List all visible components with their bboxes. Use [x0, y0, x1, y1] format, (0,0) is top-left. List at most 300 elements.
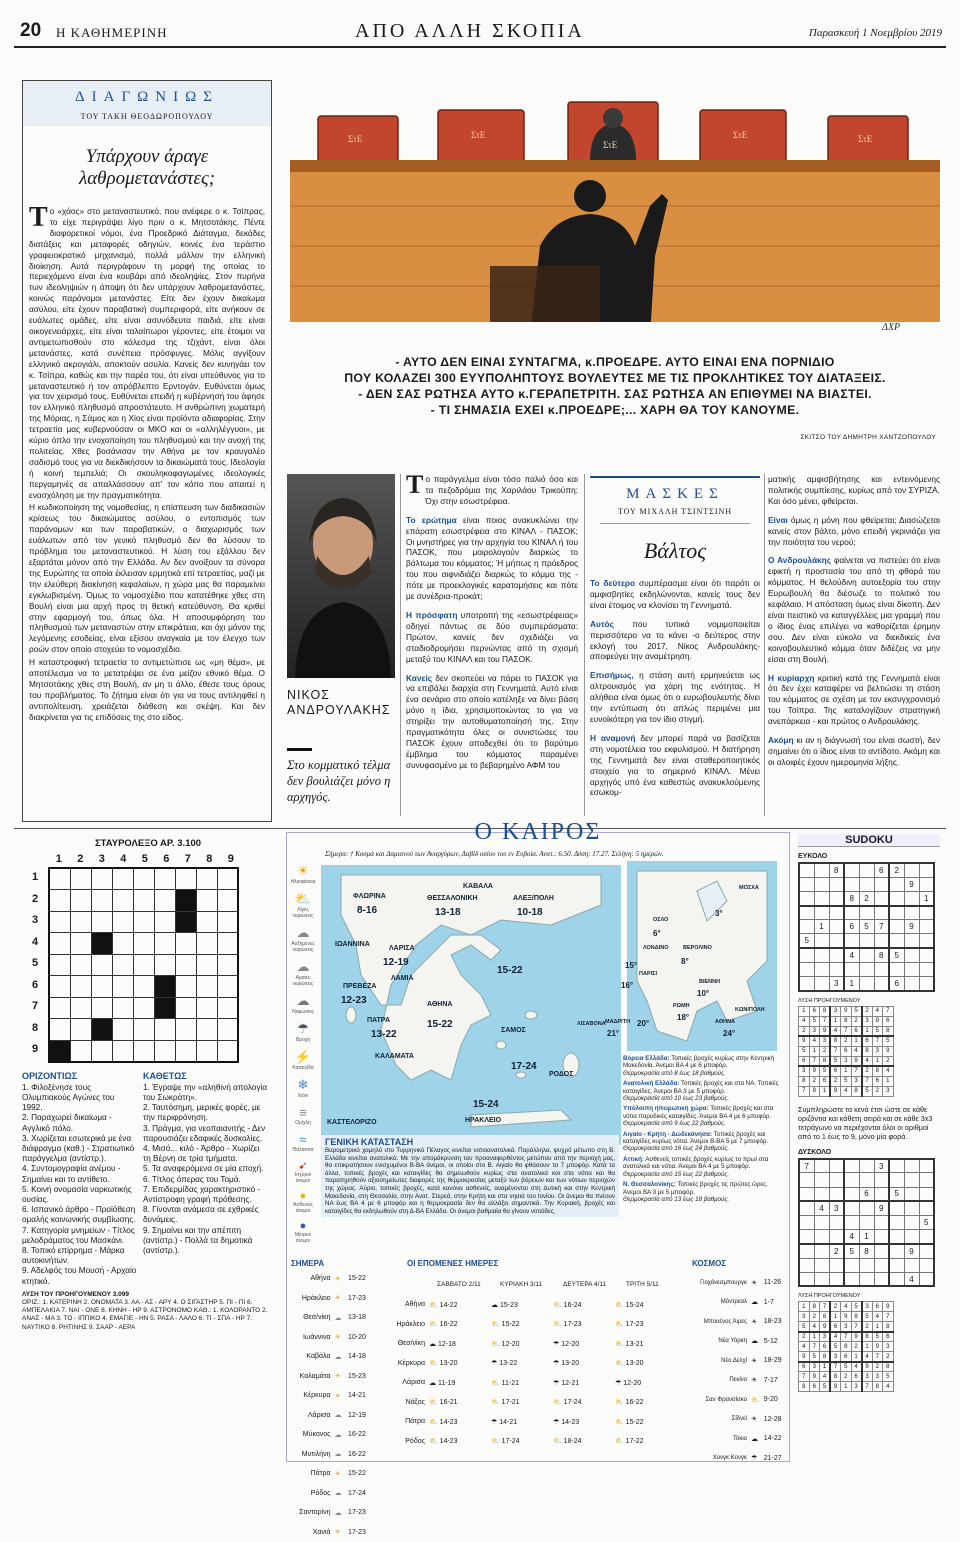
sudoku-cell[interactable] [814, 1244, 829, 1258]
solution-cell: 8 [851, 1086, 862, 1096]
sudoku-easy-grid[interactable] [798, 862, 935, 992]
sudoku-cell[interactable]: 5 [889, 948, 904, 962]
sudoku-cell[interactable] [919, 977, 934, 991]
sudoku-cell[interactable] [799, 891, 814, 905]
sudoku-cell[interactable]: 1 [814, 920, 829, 934]
crossword-cell[interactable] [70, 1019, 91, 1041]
solution-cell: 3 [830, 1006, 841, 1016]
crossword-cell[interactable] [175, 954, 196, 976]
solution-cell: 3 [862, 1302, 873, 1312]
crossword-cell[interactable] [196, 976, 217, 998]
solution-cell: 2 [841, 1372, 852, 1382]
crossword-cell[interactable] [112, 911, 133, 933]
sudoku-cell[interactable] [904, 934, 919, 948]
solution-cell: 7 [830, 1046, 841, 1056]
sudoku-cell[interactable] [919, 877, 934, 891]
sudoku-cell[interactable]: 8 [844, 891, 859, 905]
sudoku-cell[interactable] [799, 1272, 814, 1286]
sudoku-cell[interactable] [919, 1258, 934, 1272]
sudoku-cell[interactable] [919, 920, 934, 934]
sudoku-cell[interactable] [889, 1173, 904, 1187]
sudoku-cell[interactable] [799, 1187, 814, 1201]
sudoku-cell[interactable] [874, 934, 889, 948]
sudoku-cell[interactable] [919, 1272, 934, 1286]
sudoku-cell[interactable] [919, 1201, 934, 1215]
sudoku-cell[interactable] [829, 1230, 844, 1244]
solution-cell: 6 [883, 1332, 894, 1342]
sudoku-cell[interactable] [919, 863, 934, 877]
sudoku-cell[interactable] [814, 1272, 829, 1286]
cartoon-caption: - ΑΥΤΟ ΔΕΝ ΕΙΝΑΙ ΣΥΝΤΑΓΜΑ, κ.ΠΡΟΕΔΡΕ. ΑΥΤΟ ΕΙΝΑΙ ΕΝΑ ΠΟΡΝΙΔΙΟ ΠΟΥ ΚΟΛΑΖΕΙ 300 ΕΥΥΠΟΛΗΠΤΟΥΣ ΒΟΥΛΕΥΤΕΣ ΜΕ ΤΙΣ ΠΡΟΚΛΗΤΙΚΕΣ ΤΟΥ ΔΙΑΤΑΞΕΙΣ. - ΔΕΝ ΣΑΣ ΡΩΤΗΣΑ ΑΥΤΟ κ.ΓΕΡΑΠΕΤΡΙΤΗ. ΣΑΣ ΡΩΤΗΣΑ ΑΝ ΕΠΙΘΥΜΕΙ ΝΑ ΒΙΑΣΤΕΙ. - ΤΙ ΣΗΜΑΣΙΑ ΕΧΕΙ κ.ΠΡΟΕΔΡΕ;... ΧΑΡΗ ΘΑ ΤΟΥ ΚΑΝΟΥΜΕ. [344, 355, 886, 417]
solution-cell: 8 [883, 1026, 894, 1036]
sudoku-cell[interactable] [799, 1230, 814, 1244]
sudoku-cell[interactable]: 2 [829, 1244, 844, 1258]
crossword-cell[interactable] [217, 868, 238, 890]
crossword-cell[interactable] [196, 911, 217, 933]
crossword-cell[interactable] [49, 954, 70, 976]
crossword-cell[interactable] [133, 954, 154, 976]
sudoku-cell[interactable]: 5 [844, 1244, 859, 1258]
sudoku-cell[interactable] [829, 891, 844, 905]
sudoku-cell[interactable] [844, 877, 859, 891]
sudoku-cell[interactable]: 6 [859, 1187, 874, 1201]
sudoku-title: SUDOKU [798, 834, 940, 847]
sudoku-cell[interactable] [799, 1201, 814, 1215]
crossword-cell[interactable] [49, 890, 70, 912]
sudoku-cell[interactable]: 4 [904, 1272, 919, 1286]
solution-cell: 1 [883, 1076, 894, 1086]
crossword-cell[interactable] [217, 1019, 238, 1041]
sudoku-cell[interactable] [919, 1173, 934, 1187]
sudoku-cell[interactable] [814, 891, 829, 905]
sudoku-cell[interactable] [814, 1159, 829, 1173]
sudoku-cell[interactable] [859, 863, 874, 877]
sudoku-cell[interactable] [889, 877, 904, 891]
solution-cell: 3 [862, 1016, 873, 1026]
solution-cell: 2 [883, 1056, 894, 1066]
sudoku-cell[interactable] [874, 962, 889, 976]
map-temp: 13-22 [371, 1029, 397, 1040]
crossword-cell[interactable] [217, 933, 238, 955]
easy-title: ΕΥΚΟΛΟ [798, 853, 828, 860]
sudoku-cell[interactable] [844, 1173, 859, 1187]
solution-cell: 9 [799, 1036, 810, 1046]
solution-cell: 3 [809, 1026, 820, 1036]
sudoku-cell[interactable] [889, 920, 904, 934]
sudoku-cell[interactable] [874, 1230, 889, 1244]
sudoku-cell[interactable]: 8 [874, 948, 889, 962]
sudoku-cell[interactable] [814, 962, 829, 976]
crossword-cell[interactable] [217, 890, 238, 912]
sudoku-cell[interactable] [889, 1244, 904, 1258]
sudoku-cell[interactable]: 7 [874, 920, 889, 934]
solution-cell: 8 [851, 1312, 862, 1322]
solution-cell: 3 [851, 1076, 862, 1086]
crossword-cell[interactable] [49, 911, 70, 933]
sudoku-cell[interactable] [919, 1244, 934, 1258]
crossword-cell[interactable] [91, 890, 112, 912]
crossword-cell[interactable] [133, 933, 154, 955]
crossword-cell[interactable] [112, 976, 133, 998]
sudoku-cell[interactable] [859, 977, 874, 991]
crossword-cell[interactable] [175, 1019, 196, 1041]
sudoku-cell[interactable] [859, 1258, 874, 1272]
sudoku-cell[interactable] [904, 962, 919, 976]
crossword-cell[interactable] [133, 868, 154, 890]
weather-legend [289, 863, 317, 1250]
pull-quote: Στο κομματικό τέλμα δεν βουλιάζει μόνο η αρχηγός. [287, 758, 391, 804]
crossword-cell[interactable] [70, 976, 91, 998]
crossword-cell[interactable] [196, 954, 217, 976]
sudoku-cell[interactable] [844, 1201, 859, 1215]
crossword-cell[interactable] [175, 868, 196, 890]
sudoku-cell[interactable] [859, 906, 874, 920]
sudoku-cell[interactable] [829, 962, 844, 976]
solution-cell: 1 [841, 1066, 852, 1076]
sudoku-cell[interactable] [844, 934, 859, 948]
sudoku-cell[interactable] [904, 1230, 919, 1244]
header-rule [14, 46, 946, 48]
sudoku-cell[interactable]: 6 [874, 863, 889, 877]
crossword-cell[interactable] [91, 976, 112, 998]
sudoku-cell[interactable] [829, 920, 844, 934]
crossword-cell[interactable] [70, 1040, 91, 1062]
map-city: ΛΑΡΙΣΑ [389, 945, 415, 952]
sudoku-cell[interactable]: 9 [904, 920, 919, 934]
sudoku-cell[interactable] [874, 977, 889, 991]
sudoku-cell[interactable] [859, 962, 874, 976]
sudoku-cell[interactable] [844, 863, 859, 877]
sudoku-cell[interactable] [814, 863, 829, 877]
sudoku-cell[interactable] [919, 906, 934, 920]
crossword-cell[interactable] [70, 997, 91, 1019]
sudoku-cell[interactable] [844, 906, 859, 920]
sudoku-cell[interactable]: 3 [874, 1159, 889, 1173]
sudoku-cell[interactable] [799, 1244, 814, 1258]
sudoku-cell[interactable]: 5 [889, 1187, 904, 1201]
sudoku-cell[interactable] [889, 1159, 904, 1173]
sudoku-cell[interactable] [829, 1173, 844, 1187]
sudoku-cell[interactable] [904, 1159, 919, 1173]
solution-cell: 8 [862, 1332, 873, 1342]
crossword-cell[interactable] [175, 1040, 196, 1062]
sudoku-cell[interactable] [874, 1173, 889, 1187]
sudoku-cell[interactable]: 9 [904, 877, 919, 891]
crossword-cell[interactable] [133, 976, 154, 998]
crossword-cell[interactable] [70, 911, 91, 933]
sudoku-cell[interactable] [874, 877, 889, 891]
sudoku-cell[interactable] [814, 1215, 829, 1229]
solution-cell: 4 [820, 1372, 831, 1382]
section-title: ΑΠΟ ΑΛΛΗ ΣΚΟΠΙΑ [355, 20, 585, 42]
sudoku-cell[interactable] [889, 1215, 904, 1229]
crossword-cell[interactable] [70, 868, 91, 890]
sudoku-cell[interactable] [904, 863, 919, 877]
sudoku-cell[interactable] [919, 948, 934, 962]
sudoku-cell[interactable] [859, 877, 874, 891]
sudoku-cell[interactable]: 6 [844, 920, 859, 934]
crossword-cell[interactable] [154, 911, 175, 933]
sudoku-cell[interactable] [829, 948, 844, 962]
sudoku-cell[interactable] [799, 977, 814, 991]
sudoku-cell[interactable] [829, 1272, 844, 1286]
sudoku-cell[interactable] [919, 1230, 934, 1244]
crossword-cell[interactable] [91, 997, 112, 1019]
solution-cell: 1 [809, 1046, 820, 1056]
crossword-cell[interactable] [196, 890, 217, 912]
crossword-cell[interactable] [133, 890, 154, 912]
sudoku-cell[interactable] [799, 906, 814, 920]
sudoku-prev-solution [798, 1006, 894, 1097]
sudoku-cell[interactable]: 8 [829, 863, 844, 877]
map-city: ΙΩΑΝΝΙΝΑ [335, 941, 370, 948]
crossword-cell[interactable] [112, 868, 133, 890]
solution-cell: 2 [862, 1006, 873, 1016]
solution-cell: 9 [883, 1302, 894, 1312]
sudoku-cell[interactable] [874, 1258, 889, 1272]
sudoku-cell[interactable] [814, 1230, 829, 1244]
sudoku-cell[interactable]: 4 [844, 948, 859, 962]
sudoku-cell[interactable] [799, 863, 814, 877]
solution-cell: 4 [809, 1322, 820, 1332]
crossword-cell[interactable] [175, 997, 196, 1019]
solution-cell: 8 [799, 1076, 810, 1086]
crossword-cell[interactable] [49, 997, 70, 1019]
sudoku-cell[interactable] [859, 1201, 874, 1215]
crossword-cell[interactable] [217, 1040, 238, 1062]
crossword-cell[interactable] [49, 1019, 70, 1041]
sudoku-cell[interactable]: 1 [859, 1230, 874, 1244]
crossword-cell[interactable] [196, 933, 217, 955]
sudoku-cell[interactable] [859, 1173, 874, 1187]
solution-cell: 2 [862, 1066, 873, 1076]
sudoku-cell[interactable]: 9 [904, 1244, 919, 1258]
sudoku-cell[interactable] [799, 877, 814, 891]
bench-label-2: ΣτΕ [471, 130, 486, 140]
sudoku-cell[interactable] [814, 877, 829, 891]
sudoku-cell[interactable]: 9 [874, 1201, 889, 1215]
sudoku-cell[interactable] [814, 1187, 829, 1201]
solution-cell: 7 [841, 1026, 852, 1036]
sudoku-cell[interactable] [829, 1215, 844, 1229]
crossword-cell[interactable] [112, 1040, 133, 1062]
sudoku-cell[interactable] [829, 1258, 844, 1272]
sudoku-cell[interactable] [904, 1215, 919, 1229]
crossword-cell[interactable] [49, 933, 70, 955]
sudoku-cell[interactable] [889, 1258, 904, 1272]
sudoku-cell[interactable] [904, 1187, 919, 1201]
crossword-cell[interactable] [154, 933, 175, 955]
sudoku-cell[interactable] [814, 906, 829, 920]
sudoku-cell[interactable]: 5 [919, 1215, 934, 1229]
solution-cell: 2 [872, 1086, 883, 1096]
crossword-grid[interactable] [48, 867, 239, 1063]
crossword-cell[interactable] [154, 868, 175, 890]
sudoku-cell[interactable] [799, 948, 814, 962]
sudoku-cell[interactable] [874, 906, 889, 920]
crossword-cell[interactable] [133, 911, 154, 933]
sudoku-cell[interactable]: 4 [814, 1201, 829, 1215]
sudoku-cell[interactable] [889, 1230, 904, 1244]
crossword-cell[interactable] [49, 976, 70, 998]
sudoku-cell[interactable] [814, 934, 829, 948]
crossword-cell[interactable] [112, 890, 133, 912]
crossword-cell[interactable] [196, 1019, 217, 1041]
sudoku-cell[interactable]: 7 [799, 1159, 814, 1173]
sudoku-cell[interactable] [829, 1187, 844, 1201]
sudoku-cell[interactable] [859, 934, 874, 948]
sudoku-cell[interactable] [814, 1258, 829, 1272]
sudoku-cell[interactable] [859, 1215, 874, 1229]
sudoku-hard-grid[interactable] [798, 1158, 935, 1288]
sudoku-cell[interactable] [814, 977, 829, 991]
crossword-cell[interactable] [112, 1019, 133, 1041]
europe-city: ΛΟΝΔΙΝΟ [643, 945, 669, 951]
sudoku-cell[interactable]: 8 [859, 1244, 874, 1258]
sudoku-cell[interactable] [844, 962, 859, 976]
crossword-cell[interactable] [196, 1040, 217, 1062]
sudoku-cell[interactable]: 1 [844, 977, 859, 991]
sudoku-cell[interactable]: 1 [919, 891, 934, 905]
sudoku-cell[interactable] [889, 934, 904, 948]
solution-cell: 4 [883, 1382, 894, 1392]
sudoku-cell[interactable]: 6 [889, 977, 904, 991]
sudoku-cell[interactable] [874, 1244, 889, 1258]
crossword-cell[interactable] [133, 1019, 154, 1041]
page-date: Παρασκευή 1 Νοεμβρίου 2019 [808, 27, 942, 39]
crossword-cell[interactable] [154, 1040, 175, 1062]
sudoku-cell[interactable]: 3 [829, 977, 844, 991]
sudoku-cell[interactable]: 2 [859, 891, 874, 905]
solution-cell: 3 [883, 1342, 894, 1352]
sudoku-cell[interactable] [829, 934, 844, 948]
crossword-cell[interactable] [70, 933, 91, 955]
sudoku-cell[interactable] [874, 1272, 889, 1286]
crossword-cell[interactable] [112, 954, 133, 976]
solution-cell: 4 [830, 1332, 841, 1342]
solution-cell: 6 [830, 1322, 841, 1332]
crossword-cell[interactable] [175, 976, 196, 998]
crossword-cell[interactable] [91, 954, 112, 976]
crossword-cell[interactable] [154, 1019, 175, 1041]
sudoku-cell[interactable] [859, 948, 874, 962]
solution-cell: 6 [820, 1312, 831, 1322]
sudoku-cell[interactable] [889, 891, 904, 905]
crossword-row-numbers: 1 2 3 4 5 6 7 8 9 [31, 871, 39, 1055]
sea-icon: ≈ Θάλασσα [292, 1132, 314, 1153]
crossword-cell[interactable] [70, 954, 91, 976]
sudoku-cell[interactable] [829, 1159, 844, 1173]
sudoku-cell[interactable] [904, 977, 919, 991]
sudoku-cell[interactable] [889, 962, 904, 976]
solution-cell: 4 [872, 1006, 883, 1016]
map-city: ΚΑΛΑΜΑΤΑ [375, 1053, 414, 1060]
sudoku-cell[interactable] [919, 1159, 934, 1173]
sudoku-cell[interactable] [904, 1258, 919, 1272]
crossword-cell[interactable] [217, 997, 238, 1019]
sudoku-cell[interactable] [844, 1187, 859, 1201]
crossword-cell[interactable] [112, 997, 133, 1019]
crossword-cell[interactable] [70, 890, 91, 912]
sudoku-cell[interactable] [874, 1187, 889, 1201]
solution-cell: 8 [820, 1056, 831, 1066]
crossword-cell[interactable] [133, 1040, 154, 1062]
crossword-cell[interactable] [133, 997, 154, 1019]
crossword-cell[interactable] [91, 911, 112, 933]
sudoku-cell[interactable] [919, 934, 934, 948]
crossword-cell[interactable] [196, 868, 217, 890]
sudoku-cell[interactable] [904, 948, 919, 962]
solution-cell: 2 [851, 1016, 862, 1026]
quote-rule [287, 748, 312, 751]
sudoku-cell[interactable] [844, 1159, 859, 1173]
sudoku-cell[interactable] [829, 906, 844, 920]
sudoku-cell[interactable] [904, 906, 919, 920]
sudoku-cell[interactable] [919, 1187, 934, 1201]
next-days-table: Αθήνα ⛅ 14-22 ☁ 15-23 ⛅ 16-24 ⛅ 15-24 Ηράκλειο ⛅ 16-22 ⛅ 15-22 ⛅ 17-23 ⛅ 17-23 Θεσ/νίκη ☁ 12-18 ⛅ 12-20 ☂ 12-20 ⛅ 13-21 Κέρκυρα ⛅ 13-20 ☂ 13-22 ☂ 13-20 ⛅ 13-20 Λάρισα ☁ 11-19 ⛅ 11-21 ☂ 12-21 ☂ 12-20 Νάξος ⛅ 16-21 ⛅ 17-21 ⛅ 17-24 ⛅ 16-22 Πάτρα ⛅ 14-23 ☂ 14-21 ☂ 14-23 ⛅ 15-22 Ρόδος ⛅ 14-23 ⛅ 17-24 ⛅ 18-24 ⛅ 17-22 [396, 1301, 644, 1446]
sudoku-cell[interactable] [859, 1272, 874, 1286]
sudoku-cell[interactable]: 5 [859, 920, 874, 934]
sudoku-cell[interactable] [814, 1173, 829, 1187]
sudoku-cell[interactable] [799, 1173, 814, 1187]
sudoku-cell[interactable]: 5 [799, 934, 814, 948]
sudoku-cell[interactable] [874, 1215, 889, 1229]
crossword-cell[interactable] [154, 954, 175, 976]
crossword-cell[interactable] [175, 933, 196, 955]
sudoku-cell[interactable] [844, 1258, 859, 1272]
europe-city: ΡΩΜΗ [673, 1003, 690, 1009]
crossword-cell[interactable] [91, 868, 112, 890]
solution-cell: 9 [851, 1056, 862, 1066]
solution-cell: 2 [841, 1036, 852, 1046]
sudoku-cell[interactable] [874, 891, 889, 905]
crossword-block [91, 933, 112, 955]
maskes-col-2: Το δεύτερο συμπέρασμα είναι ότι παρότι οι αμφισβητίες εκδηλώνονται, κανείς τους δεν είναι έτοιμος να κλονίσει τη Γεννηματά. Αυτός που τυπικά νομιμοποιείται περισσότερο να το κάνει -ο δεύτερος στην εκλογή του 2017, Νίκος Ανδρουλάκης- αποφεύγει την αναμέτρηση. Επισήμως, η στάση αυτή ερμηνεύεται ως αλτρουισμός για χάρη της ενότητας. Η αλήθεια είναι όμως ότι ο ευρωβουλευτής δίνει την εντύπωση ότι απλώς περιμένει μια ευνοϊκότερη για τον ίδιο στιγμή. Η αναμονή δεν μπορεί παρά να βασίζεται στη νομοτέλεια του εκφυλισμού. Η διατήρηση της Γεννηματά δεν είναι σταθεροποιητικός στοιχείο για το σημερινό ΚΙΝΑΛ. Μένει αρχηγός υπό ένα καθεστώς ανακυκλούμενης εσωκομ- [590, 578, 761, 798]
sudoku-cell[interactable] [844, 1215, 859, 1229]
sudoku-cell[interactable] [844, 1272, 859, 1286]
sudoku-cell[interactable] [829, 877, 844, 891]
sudoku-cell[interactable] [799, 962, 814, 976]
solution-cell: 8 [841, 1016, 852, 1026]
cloud-icon: ☁ Αραιές νεφώσεις [292, 959, 314, 987]
sudoku-cell[interactable] [889, 1201, 904, 1215]
sudoku-cell[interactable] [859, 1159, 874, 1173]
sudoku-cell[interactable]: 4 [844, 1230, 859, 1244]
crossword-cell[interactable] [91, 1040, 112, 1062]
crossword-cell[interactable] [217, 976, 238, 998]
sudoku-cell[interactable]: 2 [889, 863, 904, 877]
sudoku-cell[interactable] [799, 1215, 814, 1229]
crossword-cell[interactable] [112, 933, 133, 955]
sudoku-cell[interactable] [799, 920, 814, 934]
sudoku-cell[interactable] [904, 891, 919, 905]
sudoku-cell[interactable] [799, 1258, 814, 1272]
sudoku-cell[interactable] [904, 1201, 919, 1215]
sudoku-cell[interactable] [904, 1173, 919, 1187]
crossword-cell[interactable] [217, 911, 238, 933]
crossword-cell[interactable] [154, 890, 175, 912]
wind-dot-icon: ● Ασθενείς άνεμοι [293, 1190, 313, 1214]
solution-cell: 3 [799, 1066, 810, 1076]
crossword-cell[interactable] [196, 997, 217, 1019]
sudoku-cell[interactable] [889, 906, 904, 920]
sudoku-cell[interactable] [919, 962, 934, 976]
crossword-cell[interactable] [217, 954, 238, 976]
sudoku-cell[interactable] [889, 1272, 904, 1286]
crossword-cell[interactable] [49, 868, 70, 890]
sudoku-cell[interactable]: 3 [829, 1201, 844, 1215]
sudoku-cell[interactable] [814, 948, 829, 962]
